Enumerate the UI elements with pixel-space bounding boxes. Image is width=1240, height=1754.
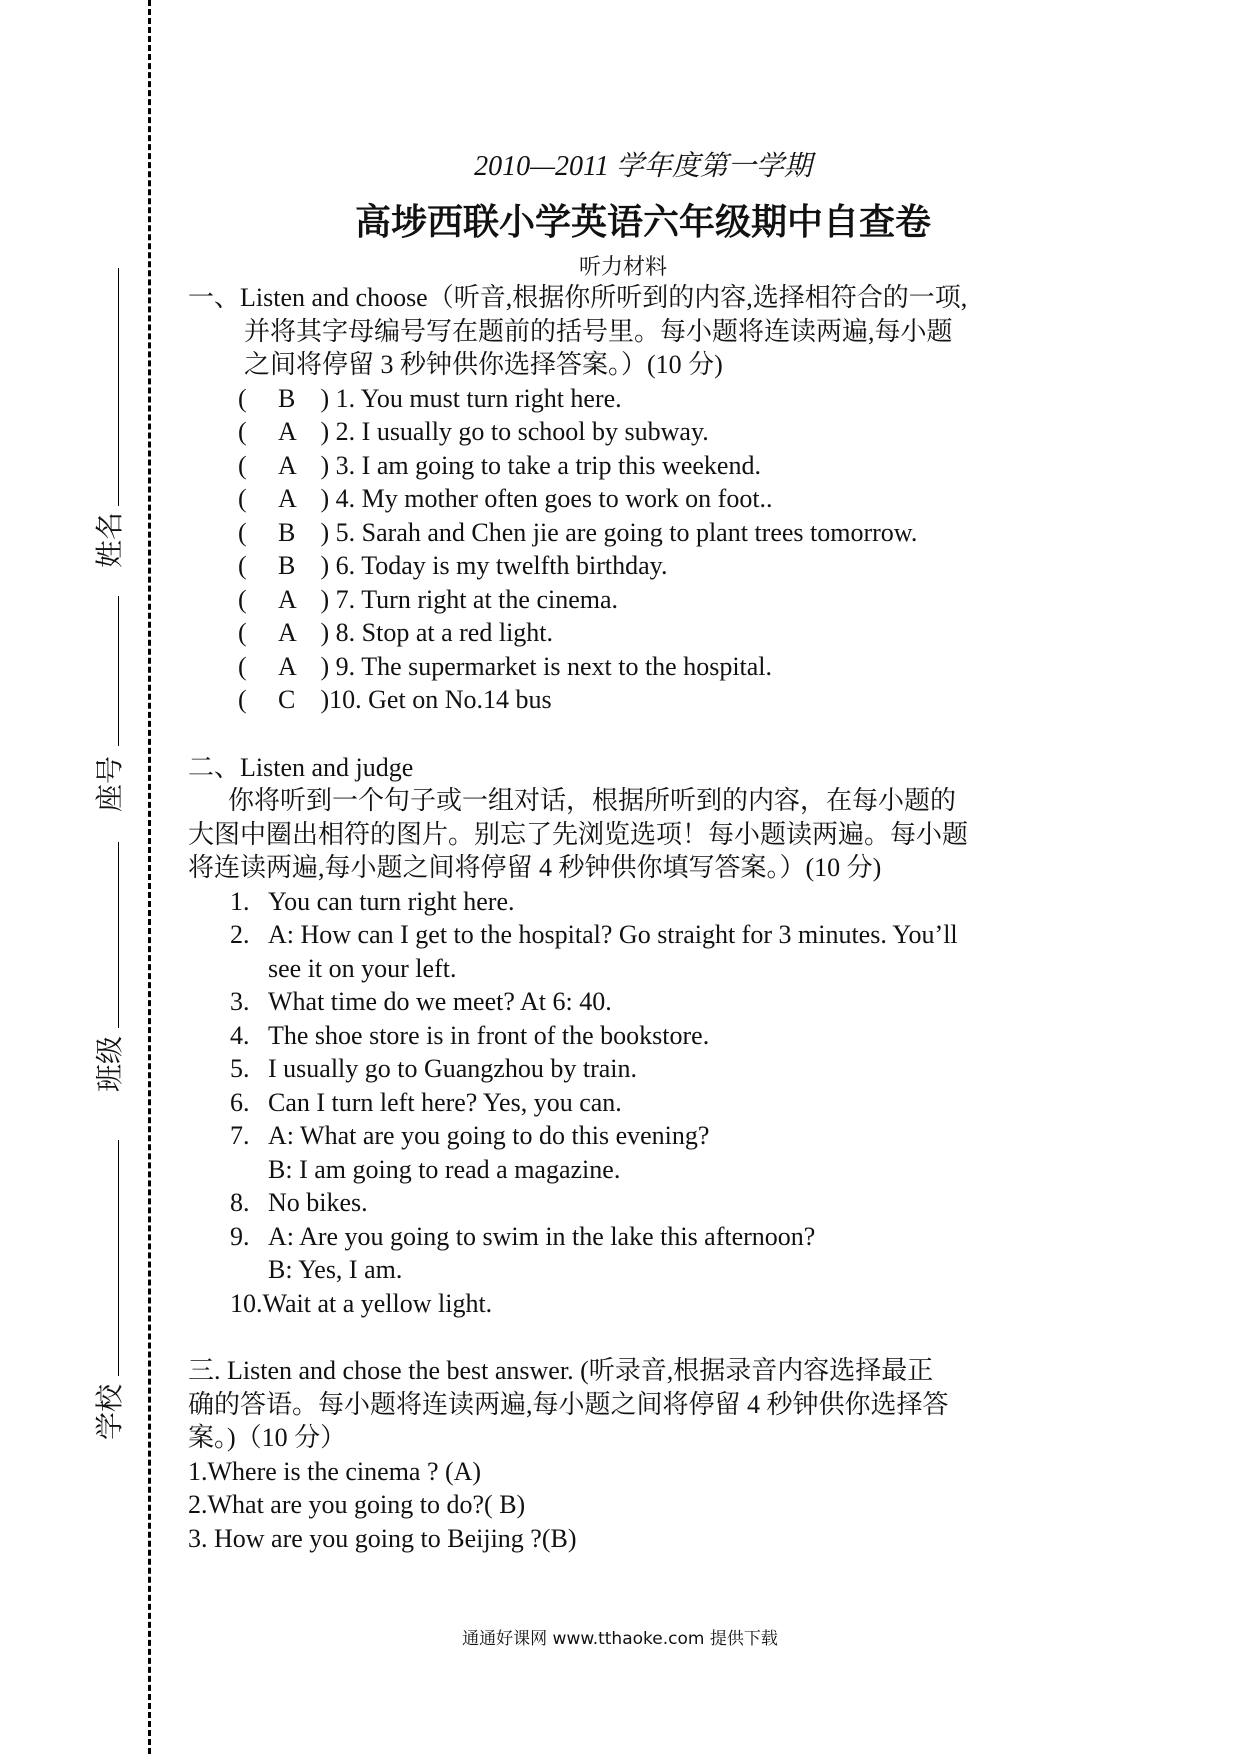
binding-dashed-line: [148, 0, 151, 1754]
term-title: 2010—2011 学年度第一学期: [474, 151, 812, 182]
answer-row: [188, 683, 1058, 717]
answer-row: [188, 482, 1058, 516]
script-item: [188, 1220, 1058, 1254]
side-label-name: 姓名: [93, 511, 126, 568]
item-text: A: Are you going to swim in the lake this afternoon?: [268, 1221, 816, 1251]
side-label-class: 班级: [93, 1035, 126, 1092]
section-3-answer-list: [188, 1455, 1058, 1556]
item-continuation: B: I am going to read a magazine.: [268, 1154, 621, 1184]
answer-text: ) 6. Today is my twelfth birthday.: [314, 551, 668, 580]
item-text: Wait at a yellow light.: [262, 1288, 493, 1318]
exam-content: [188, 150, 1058, 1555]
answer-text: ) 2. I usually go to school by subway.: [314, 417, 709, 446]
side-label-school: 学校: [93, 1383, 126, 1440]
script-item: [188, 985, 1058, 1019]
side-underline-seat: [118, 596, 119, 746]
answer-letter: A: [278, 584, 297, 614]
item-number: 7.: [230, 1121, 250, 1150]
section-2-script-list: [188, 885, 1058, 1321]
item-number: 3.: [230, 987, 250, 1016]
script-item: [188, 1186, 1058, 1220]
answer-letter: B: [278, 517, 296, 547]
answer-letter: A: [278, 484, 297, 513]
answer-text: ) 3. I am going to take a trip this weekend.: [314, 450, 761, 480]
item-text: I usually go to Guangzhou by train.: [268, 1054, 637, 1083]
section-2: [188, 751, 1058, 1321]
answer-row: [188, 616, 1058, 650]
answer-row: [188, 382, 1058, 416]
spacer: [188, 1320, 1058, 1354]
script-item: [188, 1052, 1058, 1086]
item-text: A: What are you going to do this evening?: [268, 1121, 710, 1150]
listening-materials-label: 听力材料: [578, 254, 667, 279]
item-number: 5.: [230, 1054, 250, 1083]
section-1-heading-line-2: 并将其字母编号写在题前的括号里。每小题将连读两遍,每小题: [244, 316, 953, 346]
answer-letter: C: [278, 685, 296, 714]
answer-letter: B: [278, 383, 296, 413]
section-3-heading: 三. Listen and chose the best answer. (听录音,根据录音内容选择最正: [188, 1356, 934, 1385]
item-continuation: B: Yes, I am.: [268, 1255, 403, 1284]
answer-text: ) 1. You must turn right here.: [314, 383, 622, 413]
open-paren: (: [238, 517, 247, 547]
script-item: [188, 885, 1058, 919]
answer-row: [188, 549, 1058, 583]
question-answer: 3. How are you going to Beijing ?(B): [188, 1523, 577, 1553]
section-1-heading: 一、Listen and choose（听音,根据你所听到的内容,选择相符合的一项,: [188, 283, 968, 312]
script-item: [188, 1119, 1058, 1153]
answer-letter: A: [278, 618, 297, 647]
item-text: A: How can I get to the hospital? Go straight for 3 minutes. You’ll: [268, 920, 958, 949]
item-continuation: see it on your left.: [268, 953, 457, 983]
open-paren: (: [238, 383, 247, 413]
side-underline-name: [118, 268, 119, 506]
section-3: [188, 1354, 1058, 1555]
answer-letter: A: [278, 651, 297, 681]
item-number: 10.: [230, 1288, 263, 1318]
open-paren: (: [238, 584, 247, 614]
exam-title: 高埗西联小学英语六年级期中自查卷: [354, 200, 931, 243]
answer-text: ) 4. My mother often goes to work on foot..: [314, 484, 773, 513]
section-2-intro-line-1: 你将听到一个句子或一组对话，根据所听到的内容，在每小题的: [228, 786, 957, 815]
section-1-answer-list: [188, 382, 1058, 717]
section-2-intro-line-3: 将连读两遍,每小题之间将停留 4 秒钟供你填写答案。）(10 分): [188, 853, 882, 882]
item-number: 1.: [230, 886, 250, 916]
answer-row: [188, 516, 1058, 550]
answer-text: ) 7. Turn right at the cinema.: [314, 584, 619, 614]
section-3-heading-line-2: 确的答语。每小题将连读两遍,每小题之间将停留 4 秒钟供你选择答: [188, 1389, 949, 1419]
section-1-heading-line-3: 之间将停留 3 秒钟供你选择答案。）(10 分): [244, 350, 723, 379]
item-text: What time do we meet? At 6: 40.: [268, 987, 612, 1016]
section-2-heading: 二、Listen and judge: [188, 752, 414, 782]
side-label-seat: 座号: [93, 755, 126, 812]
item-number: 4.: [230, 1020, 250, 1050]
answer-text: ) 8. Stop at a red light.: [314, 618, 554, 647]
answer-letter: A: [278, 450, 297, 480]
script-item: [188, 1086, 1058, 1120]
open-paren: (: [238, 484, 247, 513]
answer-text: ) 5. Sarah and Chen jie are going to plant trees tomorrow.: [314, 517, 918, 547]
answer-row: [188, 415, 1058, 449]
answer-text: ) 9. The supermarket is next to the hospital.: [314, 651, 773, 681]
open-paren: (: [238, 618, 247, 647]
script-item: [188, 1287, 1058, 1321]
script-item: [188, 918, 1058, 952]
section-2-intro-line-2: 大图中圈出相符的图片。别忘了先浏览选项！每小题读两遍。每小题: [188, 819, 969, 849]
download-footer: 通通好课网 www.tthaoke.com 提供下载: [462, 1629, 778, 1649]
open-paren: (: [238, 651, 247, 681]
answer-row: [188, 449, 1058, 483]
answer-row: [188, 583, 1058, 617]
side-underline-school: [118, 1140, 119, 1376]
open-paren: (: [238, 685, 247, 714]
item-text: The shoe store is in front of the bookstore.: [268, 1020, 710, 1050]
spacer: [188, 717, 1058, 751]
item-number: 2.: [230, 920, 250, 949]
answer-row: [188, 650, 1058, 684]
section-1: [188, 281, 1058, 717]
item-number: 9.: [230, 1221, 250, 1251]
open-paren: (: [238, 417, 247, 446]
item-text: You can turn right here.: [268, 886, 515, 916]
item-number: 6.: [230, 1087, 250, 1117]
item-number: 8.: [230, 1188, 250, 1217]
item-text: Can I turn left here? Yes, you can.: [268, 1087, 622, 1117]
answer-letter: B: [278, 551, 296, 580]
question-answer: 2.What are you going to do?( B): [188, 1490, 526, 1519]
open-paren: (: [238, 551, 247, 580]
section-3-heading-line-3: 案。)（10 分）: [188, 1423, 347, 1452]
answer-text: )10. Get on No.14 bus: [314, 685, 552, 714]
open-paren: (: [238, 450, 247, 480]
item-text: No bikes.: [268, 1188, 368, 1217]
script-item: [188, 1019, 1058, 1053]
answer-letter: A: [278, 417, 297, 446]
question-answer: 1.Where is the cinema ? (A): [188, 1456, 482, 1486]
side-underline-class: [118, 842, 119, 1028]
